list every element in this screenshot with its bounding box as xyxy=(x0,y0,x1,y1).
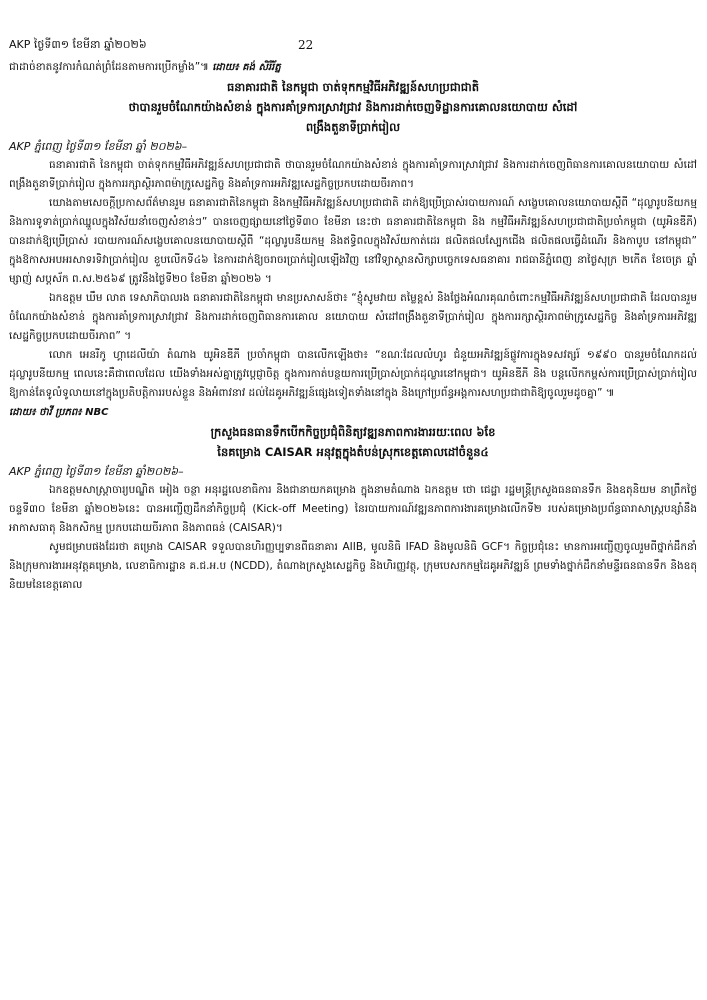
article1-headline-line1: ធនាគារជាតិ នៃកម្ពុជា ចាត់ទុកកម្មវិធីអភិវឌ្ឍន៍សហប្រជាជាតិ xyxy=(226,80,480,94)
article1-paragraph-1: ធនាគារជាតិ នៃកម្ពុជា ចាត់ទុកកម្មវិធីអភិវឌ្ឍន៍សហប្រជាជាតិ ថាបានរួមចំណែកយ៉ាងសំខាន់ ក្នុងការគាំទ្រការស្រាវជ្រាវ និងការដាក់ចេញពិធានការគោលនយោបាយ សំដៅពង្រឹងតួនាទីប្រាក់រៀល ក្នុងការរក្សាស្ថិរភាពម៉ាក្រូសេដ្ឋកិច្ច និងគាំទ្រការអភិវឌ្ឍសេដ្ឋកិច្ចប្រកបដោយចីរភាព។ xyxy=(9,159,697,190)
article1-headline-line2: ថាបានរួមចំណែកយ៉ាងសំខាន់ ក្នុងការគាំទ្រការស្រាវជ្រាវ និងការដាក់ចេញទិដ្ឋានការគោលនយោបាយ សំដៅ xyxy=(128,100,578,114)
page-number: 22 xyxy=(298,38,314,52)
source-date-header: AKP ថ្ងៃទី៣១ ខែមីនា ឆ្នាំ២០២៦ xyxy=(9,38,147,51)
document-body xyxy=(9,58,697,595)
article2-headline-line1: ក្រសួងធនធានទឹកបើកកិច្ចប្រជុំពិនិត្យវឌ្ឍនភាពការងាររយៈពេល ៦ខែ xyxy=(210,425,496,439)
article1-headline-line3: ពង្រឹងតួនាទីប្រាក់រៀល xyxy=(305,120,401,134)
article2-paragraph-2: សូមជម្រាបផងដែរថា គម្រោង CAISAR ទទួលបានហិរញ្ញប្បទានពីធនាគារ AIIB, មូលនិធិ IFAD និងមូលនិធិ GCF។ កិច្ចប្រជុំនេះ មានការអញ្ជើញចូលរួមពីថ្នាក់ដឹកនាំ និងក្រុមការងារអនុវត្តគម្រោង, លេខាធិការដ្ឋាន គ.ជ.អ.ប (NCDD), តំណាងក្រសួងសេដ្ឋកិច្ច និងហិរញ្ញវត្ថុ, ក្រុមបេសកកម្មដៃគូអភិវឌ្ឍន៍ ព្រមទាំងថ្នាក់ដឹកនាំមន្ទីរធនធានទឹក និងឧតុនិយមនៃខេត្តគោល xyxy=(9,541,697,591)
article1-paragraph-4: លោក អេនរីកូ ហ្គាដេលីយ៉ា តំណាង យូអិនឌីភី ប្រចាំកម្ពុជា បានលើកឡើងថា៖ “ខណៈដែលលំហូរ ជំនួយអភិវឌ្ឍន៍ផ្លូវការក្នុងទសវត្សរ៍ ១៩៩០ បានរួមចំណែកដល់ដុល្លារូបនីយកម្ម ពេលនេះគឺជាពេលដែល យើងទាំងអស់គ្នាត្រូវប្តេជ្ញាចិត្ត ក្នុងការកាត់បន្ថយការប្រើប្រាស់ប្រាក់ដុល្លារនៅកម្ពុជា។ យូអិនឌីភី និង បន្តលើកកម្ពស់ការប្រើប្រាស់ប្រាក់រៀល ឱ្យកាន់តែទូលំទូលាយនៅក្នុងប្រតិបត្តិការរបស់ខ្លួន និងអំពាវនាវ ដល់ដៃគូអភិវឌ្ឍន៍ផ្សេងទៀតទាំងនៅក្នុង និងក្រៅប្រព័ន្ធអង្គការសហប្រជាជាតិឱ្យចូលរួមដូចគ្នា” ៕ xyxy=(9,349,697,399)
article2-paragraph-1: ឯកឧត្តមសាស្ត្រាចារ្យបណ្ឌិត អៀង ចន្ថា អនុរដ្ឋលេខាធិការ និងជានាយកគម្រោង ក្នុងនាមតំណាង ឯកឧត្តម ថោ ជេដ្ឋា រដ្ឋមន្ត្រីក្រសួងធនធានទឹក និងឧតុនិយម នាព្រឹកថ្ងៃចន្ទទី៣០ ខែមីនា ឆ្នាំ២០២៦នេះ បានអញ្ជើញដឹកនាំកិច្ចប្រជុំ (Kick-off Meeting) នៃរបាយការណ៍វឌ្ឍនភាពការងារគម្រោងលើកទី២ របស់គម្រោងប្រព័ន្ធធារាសាស្ត្របន្សាំនឹងអាកាសធាតុ និងកសិកម្ម ប្រកបដោយចីរភាព និងភាពធន់ (CAISAR)។ xyxy=(9,484,697,534)
article2-headline-line2: នៃគម្រោង CAISAR អនុវត្តក្នុងតំបន់ស្រុកខេត្តគោលដៅចំនួន៤ xyxy=(217,445,489,459)
article1-dateline: AKP ភ្នំពេញ ថ្ងៃទី៣១ ខែមីនា ឆ្នាំ ២០២៦– xyxy=(9,140,188,153)
article1-credit: ដោយ៖ ថាវី ប្រភព៖ NBC xyxy=(9,407,109,418)
article2-dateline: AKP ភ្នំពេញ ថ្ងៃទី៣១ ខែមីនា ឆ្នាំ២០២៦– xyxy=(9,465,184,478)
intro-credit: ដោយ៖ គង់ សិរីរ័ត្ន xyxy=(212,62,281,73)
intro-paragraph xyxy=(9,58,697,77)
article1-paragraph-2: យោងតាមសេចក្តីប្រកាសព័ត៌មានរួម ធនាគារជាតិនៃកម្ពុជា និងកម្មវិធីអភិវឌ្ឍន៍សហប្រជាជាតិ ដាក់ឱ្យប្រើប្រាស់របាយការណ៍ សង្ខេបគោលនយោបាយស្តីពី “ដុល្លារូបនីយកម្ម និងការទូទាត់ប្រាក់ឈ្នួលក្នុងវិស័យនាំចេញសំខាន់ៗ” បានចេញផ្សាយនៅថ្ងៃទី៣០ ខែមីនា នេះថា ធនាគារជាតិនៃកម្ពុជា និង កម្មវិធីអភិវឌ្ឍន៍សហប្រជាជាតិប្រចាំកម្ពុជា (យូអិនឌីភី) បានដាក់ឱ្យប្រើប្រាស់ របាយការណ៍សង្ខេបគោលនយោបាយស្តីពី “ដុល្លារូបនីយកម្ម និងឥទ្ធិពលក្នុងវិស័យកាត់ដេរ ផលិតផលស្បែកជើង ផលិតផលធ្វើដំណើរ និងកាបូប នៅកម្ពុជា” ក្នុងឱកាសអបអរសាទរទិវាប្រាក់រៀល ខួបលើកទី៤៦ នៃការដាក់ឱ្យចរាចរប្រាក់រៀលឡើងវិញ នៅវិទ្យាស្ថានសិក្សាបច្ចេកទេសធនាគារ រាជធានីភ្នំពេញ នាថ្ងៃសុក្រ ២កើត ខែចេត្រ ឆ្នាំម្សាញ់ សប្តស័ក ព.ស.២៥៦៩ ត្រូវនឹងថ្ងៃទី២០ ខែមីនា ឆ្នាំ២០២៦ ។ xyxy=(9,197,697,285)
intro-text: ជាដាច់ខាតនូវការកំណត់ព្រំដែនតាមការប្រើកម្លាំង”៕ xyxy=(9,61,209,73)
article1-paragraph-3: ឯកឧត្តម ឃឹម លាត ទេសាភិបាលរង ធនាគារជាតិនៃកម្ពុជា មានប្រសាសន៍ថា៖ “ខ្ញុំសូមវាយ តម្លៃខ្ពស់ និងថ្លែងអំណរគុណចំពោះកម្មវិធីអភិវឌ្ឍន៍សហប្រជាជាតិ ដែលបានរួមចំណែកយ៉ាងសំខាន់ ក្នុងការគាំទ្រការស្រាវជ្រាវ និងការដាក់ចេញពិធានការគោល នយោបាយ សំដៅពង្រឹងតួនាទីប្រាក់រៀល ក្នុងការរក្សាស្ថិរភាពម៉ាក្រូសេដ្ឋកិច្ច និងគាំទ្រការអភិវឌ្ឍសេដ្ឋកិច្ចប្រកបដោយចីរភាព” ។ xyxy=(9,292,697,342)
